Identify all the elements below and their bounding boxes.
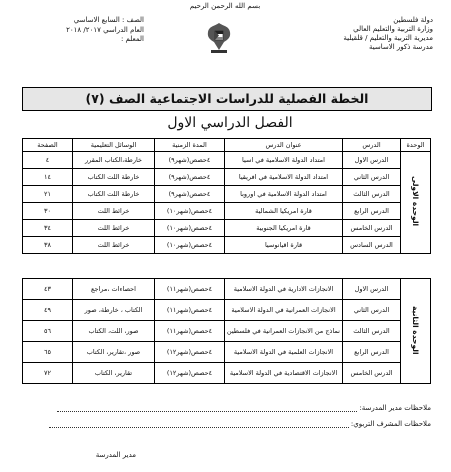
lesson-cell: الدرس الثالث <box>343 186 401 203</box>
header-teaching-aids: الوسائل التعليمية <box>73 139 155 152</box>
page-cell: ٤٩ <box>23 300 73 321</box>
page-cell: ١٤ <box>23 169 73 186</box>
aids-cell: خارطة اللت الكتاب <box>73 169 155 186</box>
header-lesson: الدرس <box>343 139 401 152</box>
lesson-title-cell: الانجازات الادارية في الدولة الاسلامية <box>225 279 343 300</box>
aids-cell: تقارير، الكتاب <box>73 363 155 384</box>
lesson-title-cell: نماذج من الانجازات العمرانية في فلسطين <box>225 321 343 342</box>
aids-cell: الكتاب ، خارطة، صور <box>73 300 155 321</box>
lesson-cell: الدرس الثاني <box>343 300 401 321</box>
table-row <box>23 237 431 254</box>
table-row <box>23 203 431 220</box>
header-line: مديرية التربية والتعليم / قلقيلية <box>343 34 433 42</box>
lesson-cell: الدرس الخامس <box>343 220 401 237</box>
header-line: مدرسة ذكور الاساسية <box>369 43 433 51</box>
basmala: بسم الله الرحمن الرحيم <box>189 2 261 10</box>
lesson-cell: الدرس الثاني <box>343 169 401 186</box>
header-ministry-block <box>343 16 433 52</box>
page-cell: ٣٨ <box>23 237 73 254</box>
duration-cell: ٤حصص(شهر٩) <box>155 152 225 169</box>
table-row <box>23 152 431 169</box>
duration-cell: ٤حصص(شهر١١) <box>155 279 225 300</box>
page-cell: ٤ <box>23 152 73 169</box>
unit-name: الوحدة الاولى <box>411 176 420 227</box>
unit-cell <box>401 152 431 254</box>
lesson-title-cell: قارة امريكيا الجنوبية <box>225 220 343 237</box>
page-title: الخطة الفصلية للدراسات الاجتماعية الصف (٧) <box>22 87 432 111</box>
page-cell: ٢١ <box>23 186 73 203</box>
table-row <box>23 321 431 342</box>
lesson-title-cell: الانجازات العمرانية في الدولة الاسلامية <box>225 300 343 321</box>
table-row <box>23 363 431 384</box>
principal-signature: مدير المدرسة <box>95 451 136 459</box>
lesson-cell: الدرس الرابع <box>343 342 401 363</box>
lesson-cell: الدرس الخامس <box>343 363 401 384</box>
aids-cell: خارطة،الكتاب المقرر <box>73 152 155 169</box>
class-label: الصف : السابع الاساسي <box>73 16 144 24</box>
header-line: دولة فلسطين <box>393 16 433 24</box>
aids-cell: خارطة اللت الكتاب <box>73 186 155 203</box>
supervisor-notes-line <box>49 420 349 428</box>
table-row <box>23 169 431 186</box>
aids-cell: صور ،تقارير، الكتاب <box>73 342 155 363</box>
lesson-cell: الدرس الرابع <box>343 203 401 220</box>
table-row <box>23 300 431 321</box>
semester-subtitle: الفصل الدراسي الاول <box>167 115 293 131</box>
lesson-title-cell: الانجازات العلمية في الدولة الاسلامية <box>225 342 343 363</box>
principal-notes <box>57 404 431 412</box>
duration-cell: ٤حصص(شهر٩) <box>155 186 225 203</box>
unit-2-table <box>22 278 431 384</box>
unit-1-table <box>22 138 431 254</box>
page-cell: ٣٤ <box>23 220 73 237</box>
duration-cell: ٤حصص(شهر١٢) <box>155 342 225 363</box>
lesson-cell: الدرس السادس <box>343 237 401 254</box>
year-label: العام الدراسي ٢٠١٧/ ٢٠١٨ <box>66 25 144 34</box>
header-class-block <box>14 16 144 45</box>
lesson-title-cell: قارة اقيانوسيا <box>225 237 343 254</box>
page-cell: ٣٠ <box>23 203 73 220</box>
unit-cell <box>401 279 431 384</box>
supervisor-notes <box>49 420 431 428</box>
aids-cell: خرائط اللت <box>73 203 155 220</box>
page-cell: ٥٦ <box>23 321 73 342</box>
header-page: الصفحة <box>23 139 73 152</box>
page-cell: ٤٣ <box>23 279 73 300</box>
header-lesson-title: عنوان الدرس <box>225 139 343 152</box>
aids-cell: خرائط اللت <box>73 237 155 254</box>
principal-notes-label: ملاحظات مدير المدرسة: <box>359 404 431 412</box>
lesson-cell: الدرس الاول <box>343 152 401 169</box>
aids-cell: خرائط اللت <box>73 220 155 237</box>
aids-cell: صور، اللت، الكتاب <box>73 321 155 342</box>
header-line: وزارة التربية والتعليم العالي <box>353 25 433 33</box>
lesson-title-cell: امتداد الدولة الاسلامية في اسيا <box>225 152 343 169</box>
lesson-title-cell: امتداد الدولة الاسلامية في اوروبا <box>225 186 343 203</box>
lesson-cell: الدرس الاول <box>343 279 401 300</box>
aids-cell: احصاءات ،مراجع <box>73 279 155 300</box>
lesson-title-cell: قارة امريكيا الشمالية <box>225 203 343 220</box>
palestine-emblem-icon <box>205 20 233 54</box>
duration-cell: ٤حصص(شهر١١) <box>155 300 225 321</box>
table-header-row <box>23 139 431 152</box>
supervisor-notes-label: ملاحظات المشرف التربوي: <box>350 420 431 428</box>
header-duration: المدة الزمنية <box>155 139 225 152</box>
duration-cell: ٤حصص(شهر١٠) <box>155 237 225 254</box>
table-row <box>23 186 431 203</box>
duration-cell: ٤حصص(شهر١٢) <box>155 363 225 384</box>
lesson-title-cell: الانجازات الاقتصادية في الدولة الاسلامية <box>225 363 343 384</box>
table-row <box>23 342 431 363</box>
table-row <box>23 279 431 300</box>
duration-cell: ٤حصص(شهر١١) <box>155 321 225 342</box>
lesson-title-cell: امتداد الدولة الاسلامية في افريقيا <box>225 169 343 186</box>
page-cell: ٧٢ <box>23 363 73 384</box>
header-unit: الوحدة <box>401 139 431 152</box>
duration-cell: ٤حصص(شهر٩) <box>155 169 225 186</box>
teacher-label: المعلم : <box>120 35 144 43</box>
unit-name: الوحدة الثانية <box>411 305 420 355</box>
page-cell: ٦٥ <box>23 342 73 363</box>
principal-notes-line <box>57 404 357 412</box>
duration-cell: ٤حصص(شهر١٠) <box>155 220 225 237</box>
lesson-cell: الدرس الثالث <box>343 321 401 342</box>
table-row <box>23 220 431 237</box>
duration-cell: ٤حصص(شهر١٠) <box>155 203 225 220</box>
